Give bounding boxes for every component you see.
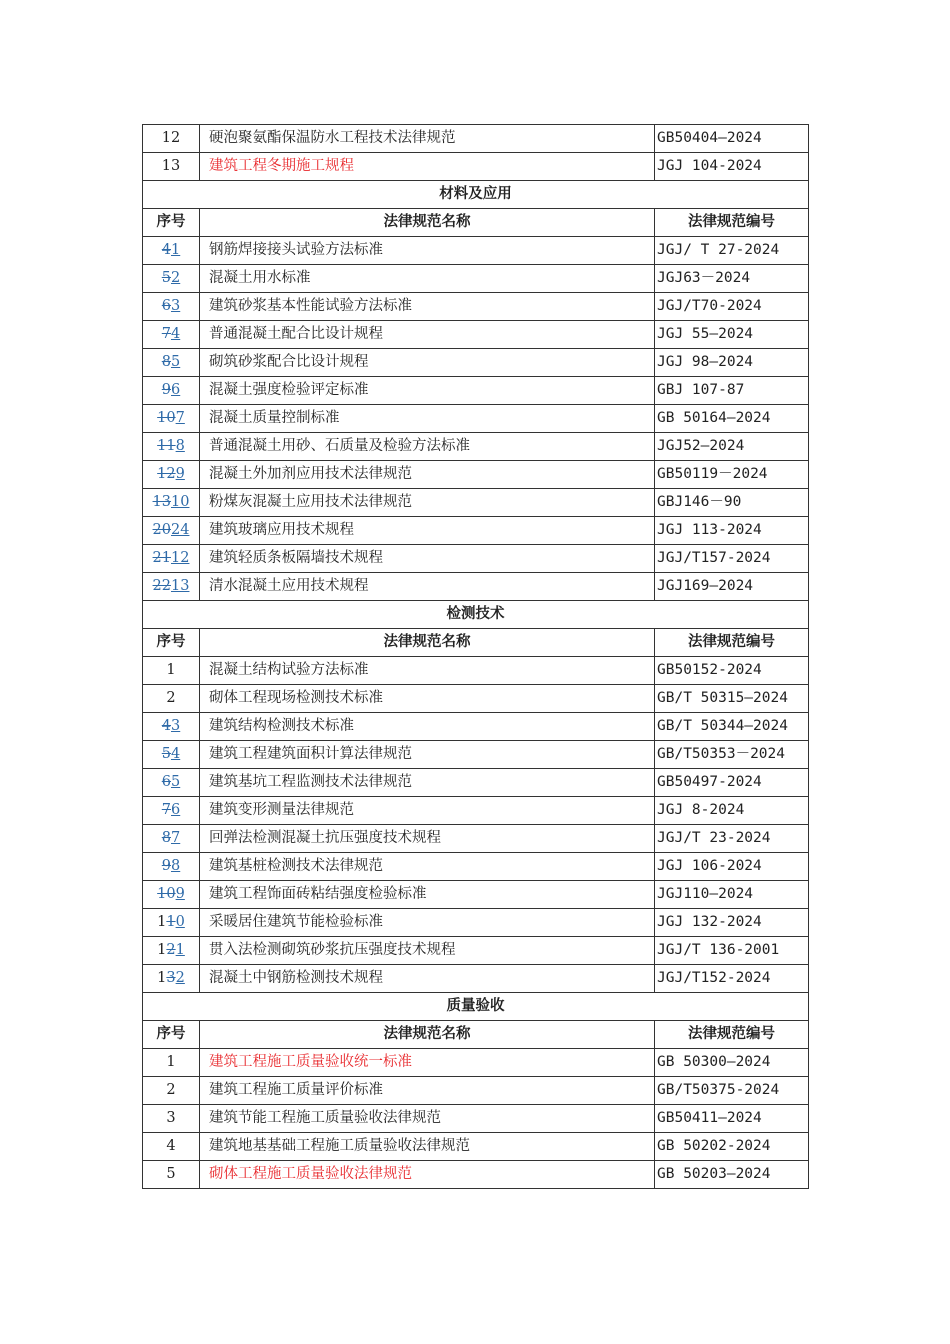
standard-code: JGJ/ T 27-2024 [655,237,809,265]
inserted-number: 1 [171,242,181,258]
standard-code: JGJ/T70-2024 [655,293,809,321]
row-number [143,741,200,769]
inserted-number: 1 [175,942,185,958]
standard-name: 建筑工程饰面砖粘结强度检验标准 [200,881,655,909]
inserted-number: 8 [175,438,185,454]
inserted-number: 6 [171,382,181,398]
standard-name: 建筑结构检测技术标准 [200,713,655,741]
header-name: 法律规范名称 [200,1021,655,1049]
row-number: 12 [143,125,200,153]
row-number [143,461,200,489]
standard-name: 粉煤灰混凝土应用技术法律规范 [200,489,655,517]
header-name: 法律规范名称 [200,209,655,237]
header-number: 序号 [143,1021,200,1049]
table-row [143,937,809,965]
standard-name: 混凝土外加剂应用技术法律规范 [200,461,655,489]
inserted-number: 4 [171,746,181,762]
standard-code: JGJ 55—2024 [655,321,809,349]
table-row [143,377,809,405]
deleted-number: 5 [161,270,171,286]
header-name: 法律规范名称 [200,629,655,657]
table-row [143,237,809,265]
table-row [143,1161,809,1189]
standards-table-body [143,125,809,1189]
deleted-number: 10 [157,410,176,426]
standard-code: JGJ169—2024 [655,573,809,601]
standard-name: 钢筋焊接接头试验方法标准 [200,237,655,265]
standard-code: GBJ146－90 [655,489,809,517]
header-code: 法律规范编号 [655,209,809,237]
row-number [143,853,200,881]
standard-code: GB50152-2024 [655,657,809,685]
standard-name: 建筑玻璃应用技术规程 [200,517,655,545]
table-row [143,769,809,797]
standard-code: GBJ 107-87 [655,377,809,405]
deleted-number: 10 [157,886,176,902]
inserted-number: 2 [171,270,181,286]
deleted-number: 20 [152,522,171,538]
standard-code: GB/T 50315—2024 [655,685,809,713]
standard-name: 混凝土中钢筋检测技术规程 [200,965,655,993]
row-number [143,965,200,993]
table-row [143,1049,809,1077]
standard-code: JGJ 132-2024 [655,909,809,937]
deleted-number: 7 [161,326,171,342]
table-header-row [143,629,809,657]
table-row [143,909,809,937]
standard-code: GB/T50375-2024 [655,1077,809,1105]
inserted-number: 10 [171,494,190,510]
row-number: 2 [143,685,200,713]
standard-name: 混凝土强度检验评定标准 [200,377,655,405]
standard-name: 建筑工程冬期施工规程 [200,153,655,181]
deleted-number: 4 [161,718,171,734]
inserted-number: 9 [175,886,185,902]
inserted-number: 7 [175,410,185,426]
standard-name: 建筑基坑工程监测技术法律规范 [200,769,655,797]
table-row [143,881,809,909]
row-number [143,489,200,517]
section-title-row [143,601,809,629]
standard-code: GB 50300—2024 [655,1049,809,1077]
table-row [143,293,809,321]
standard-code: GB/T 50344—2024 [655,713,809,741]
row-number [143,321,200,349]
table-row [143,685,809,713]
row-number-prefix: 1 [157,942,167,958]
standard-code: GB/T50353－2024 [655,741,809,769]
row-number: 3 [143,1105,200,1133]
standard-name: 建筑轻质条板隔墙技术规程 [200,545,655,573]
deleted-number: 2 [166,942,176,958]
inserted-number: 3 [171,298,181,314]
deleted-number: 9 [161,858,171,874]
standard-name: 硬泡聚氨酯保温防水工程技术法律规范 [200,125,655,153]
table-row [143,853,809,881]
row-number [143,825,200,853]
standard-code: JGJ110—2024 [655,881,809,909]
deleted-number: 11 [157,438,176,454]
standard-name: 建筑基桩检测技术法律规范 [200,853,655,881]
inserted-number: 4 [171,326,181,342]
standard-code: JGJ63－2024 [655,265,809,293]
table-row [143,433,809,461]
inserted-number: 0 [175,914,185,930]
row-number [143,797,200,825]
standard-code: JGJ 98—2024 [655,349,809,377]
inserted-number: 12 [171,550,190,566]
standard-code: JGJ 113-2024 [655,517,809,545]
standard-code: JGJ/T157-2024 [655,545,809,573]
table-row [143,405,809,433]
row-number [143,405,200,433]
row-number: 1 [143,1049,200,1077]
standard-name: 采暖居住建筑节能检验标准 [200,909,655,937]
deleted-number: 1 [166,914,176,930]
row-number: 5 [143,1161,200,1189]
inserted-number: 5 [171,354,181,370]
standard-name: 建筑砂浆基本性能试验方法标准 [200,293,655,321]
table-row [143,265,809,293]
deleted-number: 8 [161,354,171,370]
standard-name: 混凝土结构试验方法标准 [200,657,655,685]
header-code: 法律规范编号 [655,1021,809,1049]
table-row [143,965,809,993]
row-number [143,937,200,965]
standard-name: 清水混凝土应用技术规程 [200,573,655,601]
header-number: 序号 [143,209,200,237]
deleted-number: 22 [152,578,171,594]
row-number [143,545,200,573]
standard-code: GB50497-2024 [655,769,809,797]
deleted-number: 4 [161,242,171,258]
deleted-number: 7 [161,802,171,818]
table-row [143,1077,809,1105]
row-number [143,909,200,937]
standard-code: GB 50202-2024 [655,1133,809,1161]
table-row [143,713,809,741]
deleted-number: 21 [152,550,171,566]
section-title-row [143,181,809,209]
row-number [143,517,200,545]
standard-name: 建筑节能工程施工质量验收法律规范 [200,1105,655,1133]
inserted-number: 9 [175,466,185,482]
standard-name: 普通混凝土用砂、石质量及检验方法标准 [200,433,655,461]
standard-name: 建筑地基基础工程施工质量验收法律规范 [200,1133,655,1161]
table-header-row [143,1021,809,1049]
standard-code: JGJ/T 23-2024 [655,825,809,853]
section-title: 质量验收 [143,993,809,1021]
deleted-number: 8 [161,830,171,846]
standard-code: GB50411—2024 [655,1105,809,1133]
deleted-number: 3 [166,970,176,986]
header-number: 序号 [143,629,200,657]
row-number [143,377,200,405]
inserted-number: 13 [171,578,190,594]
standard-name: 贯入法检测砌筑砂浆抗压强度技术规程 [200,937,655,965]
table-row [143,545,809,573]
standard-name: 建筑变形测量法律规范 [200,797,655,825]
table-header-row [143,209,809,237]
table-row [143,125,809,153]
standard-code: JGJ/T 136-2001 [655,937,809,965]
section-title: 检测技术 [143,601,809,629]
standard-name: 建筑工程施工质量评价标准 [200,1077,655,1105]
row-number-prefix: 1 [157,970,167,986]
inserted-number: 5 [171,774,181,790]
row-number [143,265,200,293]
header-code: 法律规范编号 [655,629,809,657]
standard-name: 建筑工程施工质量验收统一标准 [200,1049,655,1077]
deleted-number: 6 [161,298,171,314]
inserted-number: 8 [171,858,181,874]
table-row [143,517,809,545]
table-row [143,489,809,517]
standard-code: GB50119－2024 [655,461,809,489]
table-row [143,657,809,685]
row-number [143,713,200,741]
table-row [143,1133,809,1161]
table-row [143,797,809,825]
table-row [143,153,809,181]
table-row [143,461,809,489]
deleted-number: 5 [161,746,171,762]
standard-code: JGJ 8-2024 [655,797,809,825]
standard-name: 砌体工程现场检测技术标准 [200,685,655,713]
deleted-number: 12 [157,466,176,482]
row-number-prefix: 1 [157,914,167,930]
row-number [143,573,200,601]
inserted-number: 3 [171,718,181,734]
row-number [143,769,200,797]
deleted-number: 9 [161,382,171,398]
row-number: 13 [143,153,200,181]
standard-name: 混凝土质量控制标准 [200,405,655,433]
standard-code: JGJ 106-2024 [655,853,809,881]
deleted-number: 6 [161,774,171,790]
table-row [143,741,809,769]
inserted-number: 24 [171,522,190,538]
standard-name: 回弹法检测混凝土抗压强度技术规程 [200,825,655,853]
standard-name: 砌体工程施工质量验收法律规范 [200,1161,655,1189]
inserted-number: 2 [175,970,185,986]
row-number [143,349,200,377]
standard-code: GB50404—2024 [655,125,809,153]
standard-code: GB 50203—2024 [655,1161,809,1189]
standard-name: 普通混凝土配合比设计规程 [200,321,655,349]
row-number: 1 [143,657,200,685]
table-row [143,349,809,377]
table-row [143,1105,809,1133]
inserted-number: 6 [171,802,181,818]
deleted-number: 13 [152,494,171,510]
section-title: 材料及应用 [143,181,809,209]
standard-code: GB 50164—2024 [655,405,809,433]
table-row [143,825,809,853]
table-row [143,573,809,601]
standard-name: 建筑工程建筑面积计算法律规范 [200,741,655,769]
standard-code: JGJ 104-2024 [655,153,809,181]
standard-code: JGJ/T152-2024 [655,965,809,993]
standards-table [142,124,809,1189]
row-number [143,293,200,321]
row-number [143,433,200,461]
table-row [143,321,809,349]
row-number [143,237,200,265]
section-title-row [143,993,809,1021]
row-number [143,881,200,909]
row-number: 4 [143,1133,200,1161]
inserted-number: 7 [171,830,181,846]
standard-code: JGJ52—2024 [655,433,809,461]
row-number: 2 [143,1077,200,1105]
standard-name: 砌筑砂浆配合比设计规程 [200,349,655,377]
standard-name: 混凝土用水标准 [200,265,655,293]
